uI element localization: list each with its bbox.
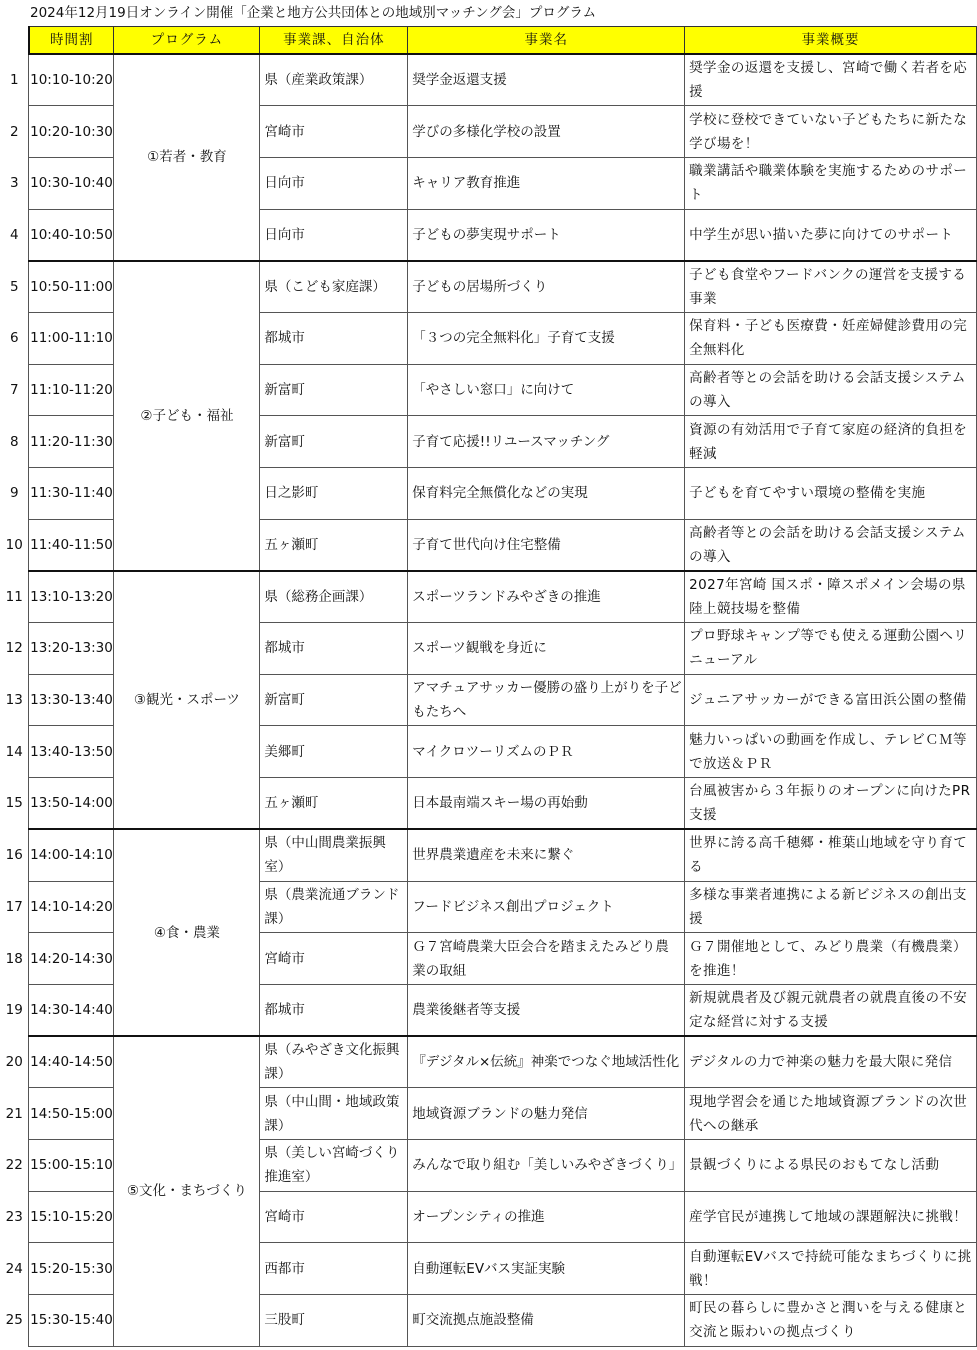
time-slot: 13:50-14:00 [29,778,114,830]
department: 県（産業政策課） [260,54,408,106]
program-table-body [0,54,977,1346]
project-summary: 現地学習会を通じた地域資源ブランドの次世代への継承 [685,1088,977,1140]
row-number: 2 [9,123,19,140]
project-name: キャリア教育推進 [408,157,685,209]
department: 五ヶ瀬町 [260,778,408,830]
row-number: 14 [5,743,23,760]
project-name: 学びの多様化学校の設置 [408,106,685,158]
project-name: 町交流拠点施設整備 [408,1295,685,1347]
time-slot: 11:30-11:40 [29,468,114,520]
project-summary: 学校に登校できていない子どもたちに新たな学び場を！ [685,106,977,158]
department: 美郷町 [260,726,408,778]
project-name: 保育料完全無償化などの実現 [408,468,685,520]
project-summary: 魅力いっぱいの動画を作成し、テレビＣＭ等で放送＆ＰＲ [685,726,977,778]
row-number: 25 [5,1312,23,1329]
department: 新富町 [260,416,408,468]
project-name: 「やさしい窓口」に向けて [408,364,685,416]
project-summary: 自動運転EVバスで持続可能なまちづくりに挑戦！ [685,1243,977,1295]
project-summary: 産学官民が連携して地域の課題解決に挑戦！ [685,1191,977,1243]
department: 日之影町 [260,468,408,520]
table-row [0,571,977,623]
project-name: 『デジタル×伝統』神楽でつなぐ地域活性化 [408,1036,685,1088]
table-row [0,829,977,881]
department: 新富町 [260,364,408,416]
project-name: 自動運転EVバス実証実験 [408,1243,685,1295]
project-name: みんなで取り組む「美しいみやざきづくり」 [408,1139,685,1191]
header-program: プログラム [114,27,260,55]
project-summary: 資源の有効活用で子育て家庭の経済的負担を軽減 [685,416,977,468]
project-name: 地域資源ブランドの魅力発信 [408,1088,685,1140]
row-number: 15 [5,795,23,812]
header-no-blank [0,27,29,55]
project-name: 奨学金返還支援 [408,54,685,106]
time-slot: 11:00-11:10 [29,312,114,364]
project-summary: デジタルの力で神楽の魅力を最大限に発信 [685,1036,977,1088]
row-number: 10 [5,537,23,554]
time-slot: 13:30-13:40 [29,674,114,726]
row-number: 18 [5,950,23,967]
row-number: 9 [9,485,19,502]
project-summary: 子どもを育てやすい環境の整備を実施 [685,468,977,520]
department: 五ヶ瀬町 [260,519,408,571]
row-number: 6 [9,330,19,347]
time-slot: 11:40-11:50 [29,519,114,571]
row-number: 19 [5,1002,23,1019]
row-number: 16 [5,847,23,864]
row-number: 1 [9,71,19,88]
time-slot: 11:20-11:30 [29,416,114,468]
project-name: 子育て世代向け住宅整備 [408,519,685,571]
project-summary: 町民の暮らしに豊かさと潤いを与える健康と交流と賑わいの拠点づくり [685,1295,977,1347]
row-number: 8 [9,433,19,450]
project-summary: 2027年宮崎 国スポ・障スポメイン会場の県陸上競技場を整備 [685,571,977,623]
project-summary: 台風被害から３年振りのオープンに向けたPR支援 [685,778,977,830]
row-number: 13 [5,692,23,709]
header-time: 時間割 [29,27,114,55]
project-name: アマチュアサッカー優勝の盛り上がりを子どもたちへ [408,674,685,726]
program-category: ⑤文化・まちづくり [114,1036,260,1346]
row-number: 3 [9,175,19,192]
department: 県（中山間・地域政策課） [260,1088,408,1140]
project-summary: 子ども食堂やフードバンクの運営を支援する事業 [685,261,977,313]
page-title: 2024年12月19日オンライン開催「企業と地方公共団体との地域別マッチング会」プログラム [30,5,597,21]
project-name: 農業後継者等支援 [408,984,685,1036]
department: 日向市 [260,209,408,261]
department: 県（こども家庭課） [260,261,408,313]
time-slot: 15:00-15:10 [29,1139,114,1191]
department: 県（美しい宮崎づくり推進室） [260,1139,408,1191]
row-number: 11 [5,588,23,605]
project-name: 子どもの居場所づくり [408,261,685,313]
project-name: 子どもの夢実現サポート [408,209,685,261]
project-name: Ｇ７宮崎農業大臣会合を踏まえたみどり農業の取組 [408,933,685,985]
header-dept: 事業課、自治体 [260,27,408,55]
time-slot: 15:10-15:20 [29,1191,114,1243]
row-number: 20 [5,1053,23,1070]
project-summary: 職業講話や職業体験を実施するためのサポート [685,157,977,209]
row-number: 21 [5,1105,23,1122]
project-name: 日本最南端スキー場の再始動 [408,778,685,830]
project-name: 子育て応援!!リユースマッチング [408,416,685,468]
time-slot: 10:50-11:00 [29,261,114,313]
program-category: ②子ども・福祉 [114,261,260,571]
department: 宮崎市 [260,106,408,158]
project-summary: 中学生が思い描いた夢に向けてのサポート [685,209,977,261]
time-slot: 14:50-15:00 [29,1088,114,1140]
project-summary: プロ野球キャンプ等でも使える運動公園へリニューアル [685,623,977,675]
time-slot: 10:30-10:40 [29,157,114,209]
time-slot: 10:10-10:20 [29,54,114,106]
row-number: 12 [5,640,23,657]
department: 宮崎市 [260,933,408,985]
department: 新富町 [260,674,408,726]
row-number: 23 [5,1208,23,1225]
header-summary: 事業概要 [685,27,977,55]
project-name: スポーツランドみやざきの推進 [408,571,685,623]
time-slot: 15:30-15:40 [29,1295,114,1347]
project-name: スポーツ観戦を身近に [408,623,685,675]
row-number: 24 [5,1260,23,1277]
header-name: 事業名 [408,27,685,55]
time-slot: 13:40-13:50 [29,726,114,778]
department: 宮崎市 [260,1191,408,1243]
time-slot: 14:10-14:20 [29,881,114,933]
project-summary: 多様な事業者連携による新ビジネスの創出支援 [685,881,977,933]
department: 都城市 [260,984,408,1036]
project-name: オープンシティの推進 [408,1191,685,1243]
row-number: 17 [5,898,23,915]
program-category: ④食・農業 [114,829,260,1036]
project-summary: 景観づくりによる県民のおもてなし活動 [685,1139,977,1191]
department: 都城市 [260,623,408,675]
project-name: 世界農業遺産を未来に繋ぐ [408,829,685,881]
table-row [0,1036,977,1088]
time-slot: 10:20-10:30 [29,106,114,158]
project-summary: ジュニアサッカーができる富田浜公園の整備 [685,674,977,726]
table-row [0,261,977,313]
time-slot: 14:20-14:30 [29,933,114,985]
project-name: マイクロツーリズムのＰＲ [408,726,685,778]
department: 都城市 [260,312,408,364]
project-summary: 世界に誇る高千穂郷・椎葉山地域を守り育てる [685,829,977,881]
project-summary: Ｇ７開催地として、みどり農業（有機農業）を推進！ [685,933,977,985]
project-summary: 新規就農者及び親元就農者の就農直後の不安定な経営に対する支援 [685,984,977,1036]
program-table [0,26,977,1347]
time-slot: 14:30-14:40 [29,984,114,1036]
program-category: ③観光・スポーツ [114,571,260,829]
table-row [0,54,977,106]
department: 県（みやざき文化振興課） [260,1036,408,1088]
time-slot: 15:20-15:30 [29,1243,114,1295]
project-summary: 保育料・子ども医療費・妊産婦健診費用の完全無料化 [685,312,977,364]
time-slot: 14:40-14:50 [29,1036,114,1088]
row-number: 5 [9,278,19,295]
department: 三股町 [260,1295,408,1347]
time-slot: 13:10-13:20 [29,571,114,623]
row-number: 4 [9,226,19,243]
program-category: ①若者・教育 [114,54,260,261]
project-summary: 高齢者等との会話を助ける会話支援システムの導入 [685,519,977,571]
row-number: 22 [5,1157,23,1174]
department: 県（中山間農業振興室） [260,829,408,881]
department: 日向市 [260,157,408,209]
project-summary: 高齢者等との会話を助ける会話支援システムの導入 [685,364,977,416]
project-name: フードビジネス創出プロジェクト [408,881,685,933]
department: 県（総務企画課） [260,571,408,623]
time-slot: 11:10-11:20 [29,364,114,416]
department: 西都市 [260,1243,408,1295]
time-slot: 13:20-13:30 [29,623,114,675]
project-summary: 奨学金の返還を支援し、宮崎で働く若者を応援 [685,54,977,106]
project-name: 「３つの完全無料化」子育て支援 [408,312,685,364]
time-slot: 14:00-14:10 [29,829,114,881]
time-slot: 10:40-10:50 [29,209,114,261]
department: 県（農業流通ブランド課） [260,881,408,933]
header-row [0,27,977,55]
row-number: 7 [9,381,19,398]
